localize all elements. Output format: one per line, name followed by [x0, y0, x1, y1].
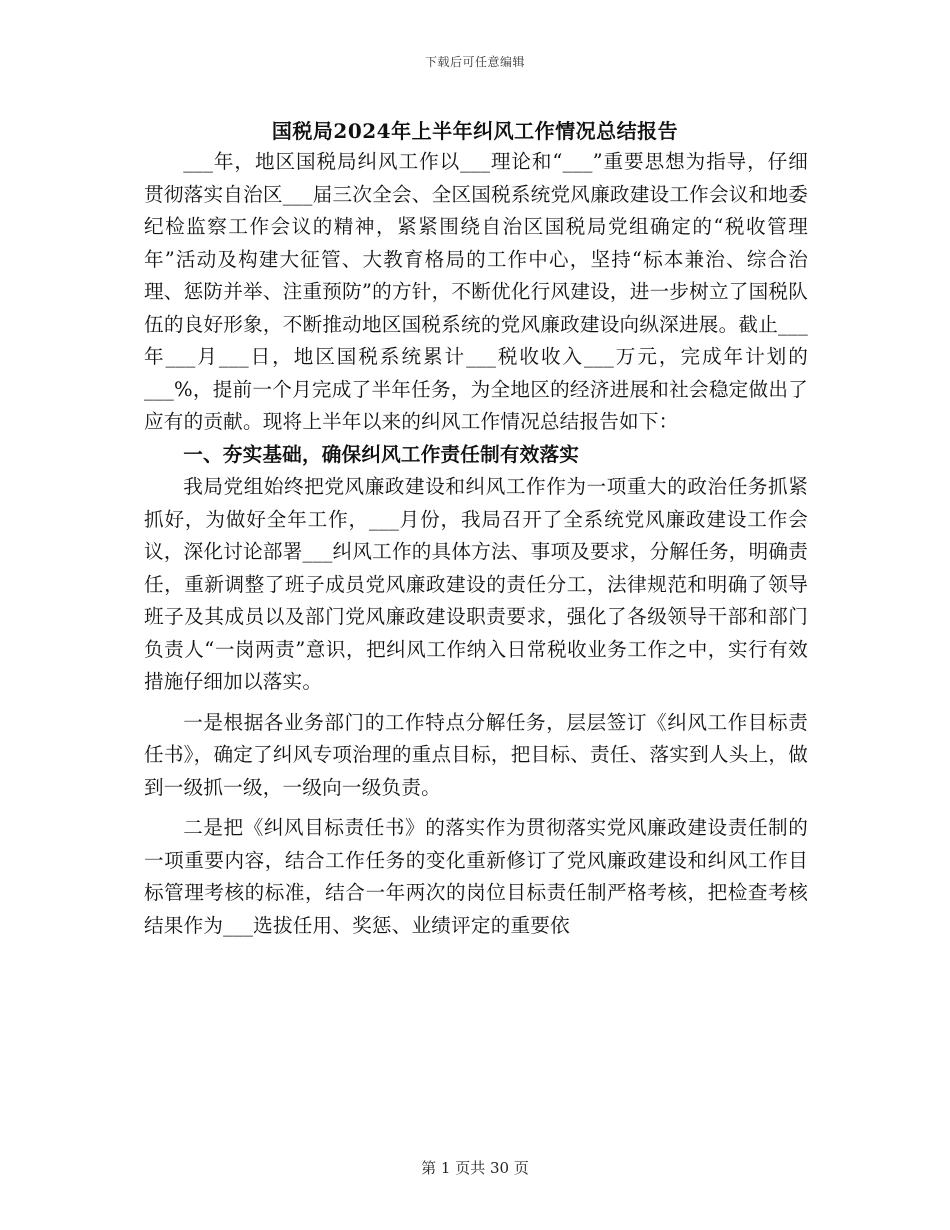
page-footer-indicator: 第 1 页共 30 页: [421, 1159, 529, 1177]
paragraph-section-1-body: 我局党组始终把党风廉政建设和纠风工作作为一项重大的政治任务抓紧抓好，为做好全年工作，___月份，我局召开了全系统党风廉政建设工作会议，深化讨论部署___纠风工作的具体方法、事项及要求，分解任务，明确责任，重新调整了班子成员党风廉政建设的责任分工，法律规范和明确了领导班子及其成员以及部门党风廉政建设职责要求，强化了各级领导干部和部门负责人“一岗两责”意识，把纠风工作纳入日常税收业务工作之中，实行有效措施仔细加以落实。: [144, 475, 808, 693]
paragraph-point-1: 一是根据各业务部门的工作特点分解任务，层层签订《纠风工作目标责任书》，确定了纠风专项治理的重点目标，把目标、责任、落实到人头上，做到一级抓一级，一级向一级负责。: [144, 710, 808, 799]
paragraph-point-2: 二是把《纠风目标责任书》的落实作为贯彻落实党风廉政建设责任制的一项重要内容，结合工作任务的变化重新修订了党风廉政建设和纠风工作目标管理考核的标准，结合一年两次的岗位目标责任制严格考核，把检查考核结果作为___选拔任用、奖惩、业绩评定的重要依: [144, 816, 808, 937]
section-heading-1: 一、夯实基础，确保纠风工作责任制有效落实: [183, 442, 580, 466]
document-body: [144, 146, 808, 942]
page-header-note: 下载后可任意编辑: [424, 55, 525, 69]
document-title: 国税局2024年上半年纠风工作情况总结报告: [271, 119, 679, 143]
paragraph-intro: ___年，地区国税局纠风工作以___理论和“___”重要思想为指导，仔细贯彻落实自治区___届三次全会、全区国税系统党风廉政建设工作会议和地委纪检监察工作会议的精神，紧紧围绕自治区国税局党组确定的“税收管理年”活动及构建大征管、大教育格局的工作中心，坚持“标本兼治、综合治理、惩防并举、注重预防”的方针，不断优化行风建设，进一步树立了国税队伍的良好形象，不断推动地区国税系统的党风廉政建设向纵深进展。截止___年___月___日，地区国税系统累计___税收收入___万元，完成年计划的___%，提前一个月完成了半年任务，为全地区的经济进展和社会稳定做出了应有的贡献。现将上半年以来的纠风工作情况总结报告如下：: [144, 150, 808, 433]
